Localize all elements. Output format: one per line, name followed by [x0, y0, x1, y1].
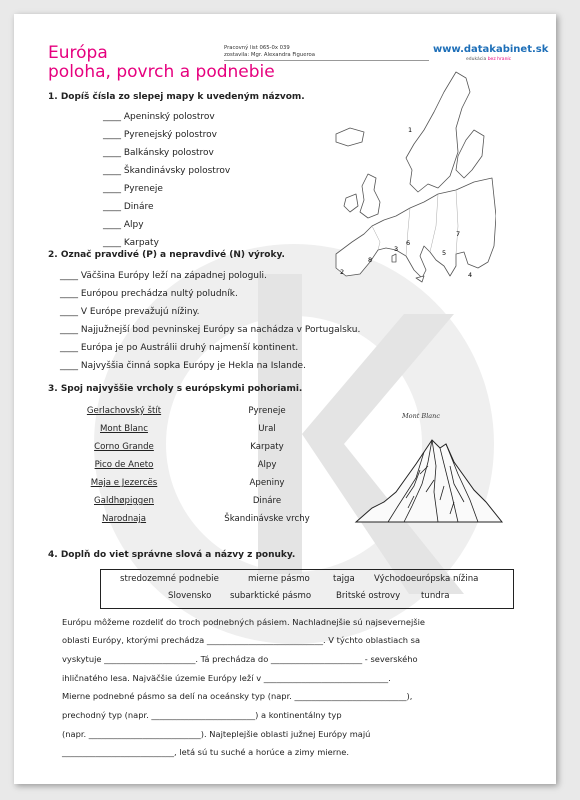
word-bank-item: Slovensko — [168, 591, 212, 601]
peak-label: Corno Grande — [94, 442, 154, 452]
q2-statement: ____ Európa je po Austrálii druhý najmenší kontinent. — [60, 343, 299, 353]
peak-label: Pico de Aneto — [94, 460, 154, 470]
title-line-2: poloha, povrch a podnebie — [48, 62, 275, 82]
q1-item: ____ Dináre — [103, 202, 154, 212]
europe-blind-map — [306, 66, 496, 288]
q3-heading: 3. Spoj najvyššie vrcholy s európskymi pohoriami. — [48, 384, 303, 394]
q2-statement: ____ Najjužnejší bod pevninskej Európy sa nachádza v Portugalsku. — [60, 325, 361, 335]
fill-in-line: ihličnatého lesa. Najväčšie územie Európy leží v ______________________________. — [62, 673, 391, 683]
fill-in-line: Mierne podnebné pásmo sa delí na oceánsky typ (napr. ___________________________), — [62, 691, 413, 701]
fill-in-line: prechodný typ (napr. _________________________) a kontinentálny typ — [62, 710, 342, 720]
map-number-8: 8 — [368, 256, 373, 264]
site-tagline — [466, 57, 511, 62]
fill-in-line: oblasti Európy, ktorými prechádza ____________________________. V týchto oblastiach sa — [62, 635, 421, 645]
map-number-2: 2 — [340, 268, 345, 276]
q1-item: ____ Škandinávsky polostrov — [103, 166, 231, 176]
map-number-5: 5 — [442, 249, 447, 257]
worksheet-code: Pracovný list 065-0x 039 — [224, 45, 290, 51]
word-bank-item: Východoeurópska nížina — [374, 574, 479, 584]
q2-heading: 2. Označ pravdivé (P) a nepravdivé (N) výroky. — [48, 250, 285, 260]
word-bank-item: subarktické pásmo — [230, 591, 312, 601]
map-number-6: 6 — [406, 239, 411, 247]
q1-item: ____ Pyrenejský polostrov — [103, 130, 217, 140]
peak-label: Gerlachovský štít — [86, 406, 162, 416]
word-bank-item: stredozemné podnebie — [120, 574, 219, 584]
map-number-7: 7 — [456, 230, 461, 238]
q1-item: ____ Alpy — [103, 220, 144, 230]
range-label: Škandinávske vrchy — [224, 514, 310, 524]
q4-heading: 4. Doplň do viet správne slová a názvy z ponuky. — [48, 550, 296, 560]
map-number-3: 3 — [394, 245, 399, 253]
header-rule — [224, 60, 429, 61]
q2-statement: ____ Najvyššia činná sopka Európy je Hekla na Islande. — [60, 361, 306, 371]
peak-label: Galdhøpiggen — [94, 496, 154, 506]
peak-label: Narodnaja — [101, 514, 147, 524]
q1-item: ____ Karpaty — [103, 238, 159, 248]
fill-in-line: Európu môžeme rozdeliť do troch podnebných pásiem. Nachladnejšie sú najsevernejšie — [62, 617, 426, 627]
range-label: Ural — [258, 424, 276, 434]
map-number-1: 1 — [408, 126, 413, 134]
worksheet-page — [14, 14, 556, 784]
fill-in-line: (napr. ___________________________). Najteplejšie oblasti južnej Európy majú — [62, 729, 371, 739]
range-label: Apeniny — [249, 478, 285, 488]
word-bank-item: Britské ostrovy — [336, 591, 401, 601]
word-bank-item: tajga — [333, 574, 355, 584]
q1-item: ____ Pyreneje — [103, 184, 163, 194]
q1-item: ____ Balkánsky polostrov — [103, 148, 214, 158]
range-label: Dináre — [252, 496, 282, 506]
fill-in-line: ___________________________, letá sú tu suché a horúce a zimy mierne. — [62, 747, 349, 757]
mountain-illustration — [354, 422, 504, 526]
worksheet-author: zostavila: Mgr. Alexandra Figueroa — [224, 52, 316, 58]
peak-label: Mont Blanc — [100, 424, 148, 434]
q2-statement: ____ Väčšina Európy leží na západnej pologuli. — [60, 271, 267, 281]
range-label: Karpaty — [250, 442, 284, 452]
q1-heading: 1. Dopíš čísla zo slepej mapy k uvedeným názvom. — [48, 92, 305, 102]
word-bank-item: tundra — [421, 591, 450, 601]
q2-statement: ____ V Európe prevažujú nížiny. — [60, 307, 200, 317]
tagline-prefix: edukácia — [466, 57, 487, 62]
mont-blanc-caption: Mont Blanc — [402, 412, 440, 420]
peak-label: Maja e Jezercës — [90, 478, 158, 488]
q2-statement: ____ Európou prechádza nultý poludník. — [60, 289, 238, 299]
map-number-4: 4 — [468, 271, 473, 279]
q1-item: ____ Apeninský polostrov — [103, 112, 215, 122]
range-label: Alpy — [257, 460, 277, 470]
title-line-1: Európa — [48, 43, 108, 63]
word-bank-item: mierne pásmo — [248, 574, 310, 584]
site-link[interactable]: www.datakabinet.sk — [433, 44, 549, 55]
tagline-accent: bez hraníc — [487, 57, 512, 62]
fill-in-line: vyskytuje ______________________. Tá prechádza do ______________________ - severského — [62, 654, 418, 664]
range-label: Pyreneje — [248, 406, 286, 416]
